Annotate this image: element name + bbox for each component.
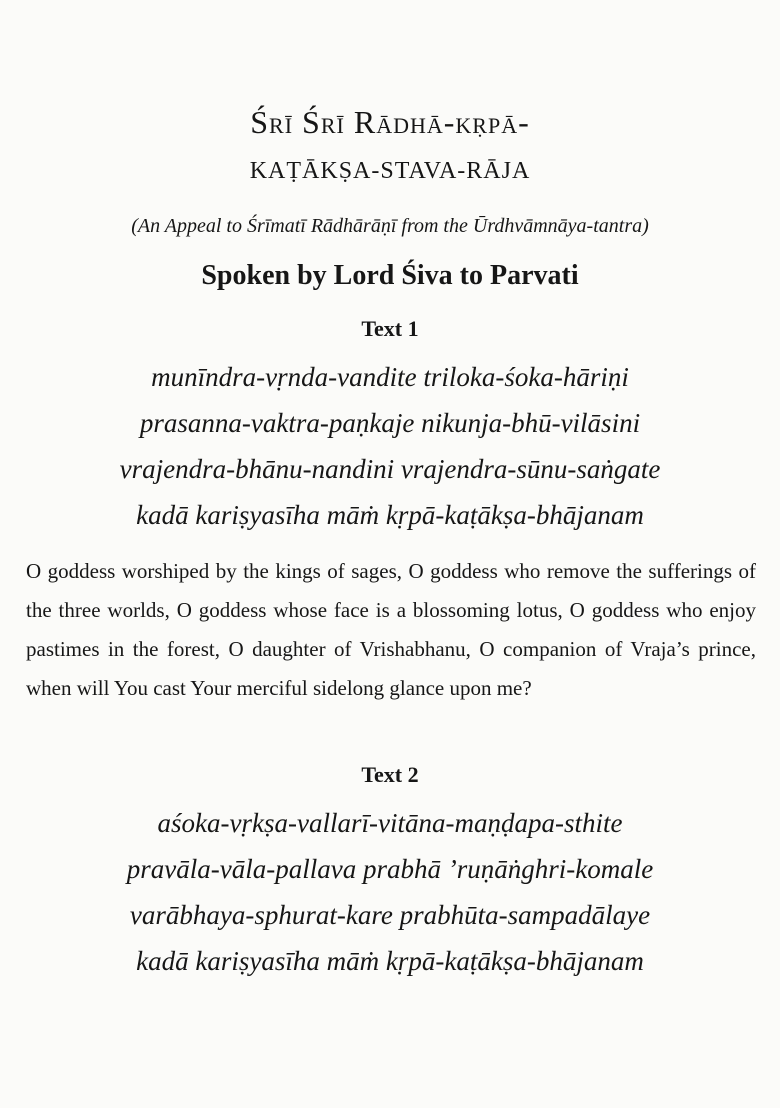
verse-line: munīndra-vṛnda-vandite triloka-śoka-hāriṇi xyxy=(151,362,629,392)
text-2-heading: Text 2 xyxy=(361,762,419,787)
text-2-verse xyxy=(0,800,780,984)
title-line-1: Śrī Śrī Rādhā-kṛpā- xyxy=(250,104,530,140)
spoken-by-heading: Spoken by Lord Śiva to Parvati xyxy=(201,260,579,291)
verse-line: pravāla-vāla-pallava prabhā ’ruṇāṅghri-komale xyxy=(126,854,654,884)
text-1-heading: Text 1 xyxy=(361,316,419,341)
verse-line: varābhaya-sphurat-kare prabhūta-sampadālaye xyxy=(129,900,651,930)
verse-line: kadā kariṣyasīha māṁ kṛpā-kaṭākṣa-bhājanam xyxy=(136,500,644,530)
verse-line: vrajendra-bhānu-nandini vrajendra-sūnu-saṅgate xyxy=(119,454,661,484)
verse-line: prasanna-vaktra-paṇkaje nikunja-bhū-vilāsini xyxy=(139,408,641,438)
text-1-verse xyxy=(0,354,780,538)
verse-line: kadā kariṣyasīha māṁ kṛpā-kaṭākṣa-bhājanam xyxy=(136,946,644,976)
subtitle: (An Appeal to Śrīmatī Rādhārāṇī from the Ūrdhvāmnāya-tantra) xyxy=(131,215,649,237)
title-line-2: KAṬĀKṢA-STAVA-RĀJA xyxy=(249,158,531,184)
verse-line: aśoka-vṛkṣa-vallarī-vitāna-maṇḍapa-sthite xyxy=(157,808,623,838)
text-1-translation: O goddess worshiped by the kings of sages, O goddess who remove the sufferings of the three worlds, O goddess whose face is a blossoming lotus, O goddess who enjoy pastimes in the forest, O daughter of Vrishabhanu, O companion of Vraja’s prince, when will You cast Your merciful sidelong glance upon me? xyxy=(26,559,756,700)
